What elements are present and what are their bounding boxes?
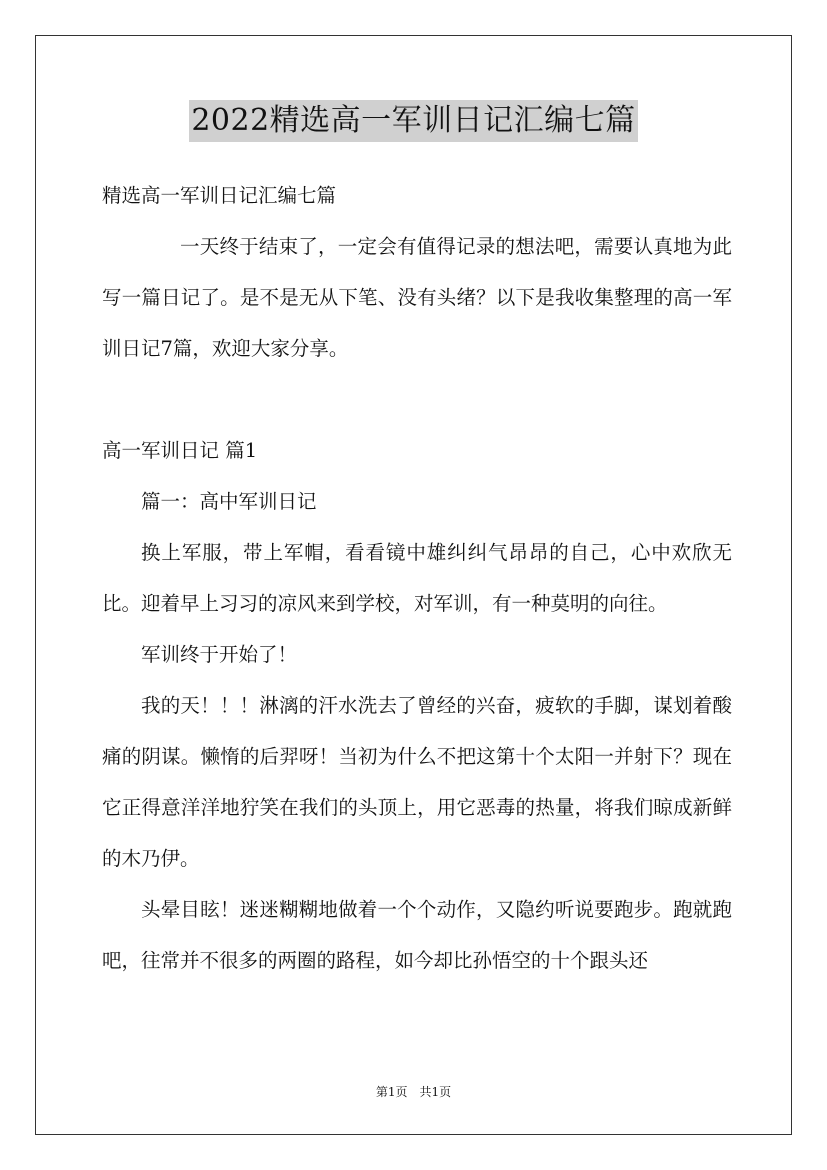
title-container xyxy=(0,100,827,142)
intro-paragraph: 一天终于结束了，一定会有值得记录的想法吧，需要认真地为此写一篇日记了。是不是无从下笔、没有头绪？以下是我收集整理的高一军训日记7篇，欢迎大家分享。 xyxy=(102,235,732,360)
document-title: 2022精选高一军训日记汇编七篇 xyxy=(189,100,637,142)
paragraph: 换上军服，带上军帽，看看镜中雄纠纠气昂昂的自己，心中欢欣无比。迎着早上习习的凉风来到学校，对军训，有一种莫明的向往。 xyxy=(102,541,732,615)
paragraph: 我的天！！！淋漓的汗水洗去了曾经的兴奋，疲软的手脚，谋划着酸痛的阴谋。懒惰的后羿呀！当初为什么不把这第十个太阳一并射下？现在它正得意洋洋地狞笑在我们的头顶上，用它恶毒的热量，将我们晾成新鲜的木乃伊。 xyxy=(102,694,732,870)
paragraph: 军训终于开始了！ xyxy=(141,643,298,666)
section-heading: 高一军训日记 篇1 xyxy=(102,439,258,462)
document-body xyxy=(102,170,732,986)
document-subtitle: 精选高一军训日记汇编七篇 xyxy=(102,184,337,207)
paragraph: 篇一：高中军训日记 xyxy=(141,490,317,513)
page-footer xyxy=(0,1084,827,1100)
section-spacer xyxy=(102,374,732,425)
paragraph: 头晕目眩！迷迷糊糊地做着一个个动作，又隐约听说要跑步。跑就跑吧，往常并不很多的两圈的路程，如今却比孙悟空的十个跟头还 xyxy=(102,898,732,972)
page-number: 第1页 共1页 xyxy=(375,1085,452,1099)
